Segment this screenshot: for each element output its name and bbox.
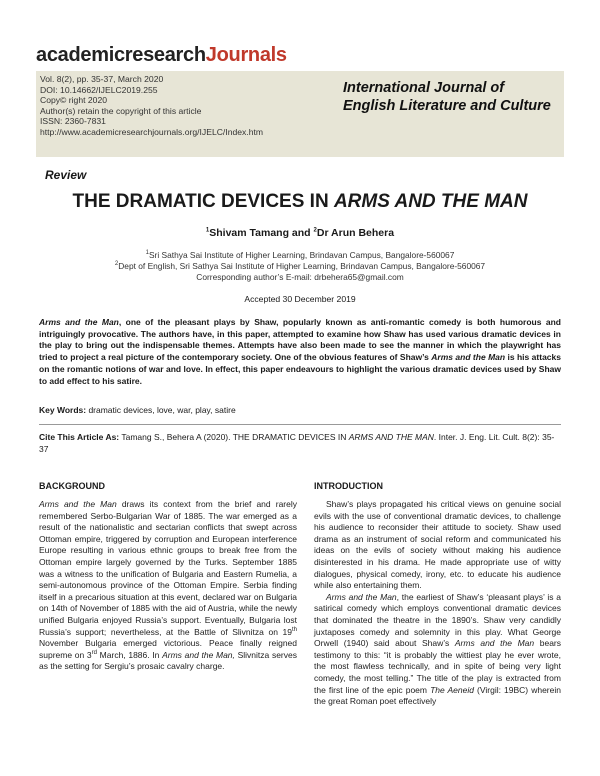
logo-accent-text: Journals xyxy=(205,44,287,66)
cite-text-1: Tamang S., Behera A (2020). THE DRAMATIC DEVICES IN xyxy=(119,432,349,442)
bg-italic: Arms and the Man, xyxy=(162,649,235,660)
bg-sup-a: th xyxy=(291,626,297,633)
intro-p2-italic: Arms and the Man xyxy=(326,591,397,602)
author-2-sup: 2 xyxy=(313,227,317,234)
intro-paragraph-2 xyxy=(314,592,561,708)
bg-text-c: March, 1886. In xyxy=(96,649,163,660)
journal-name: International Journal of English Literature and Culture xyxy=(343,80,551,114)
article-title xyxy=(0,191,600,213)
divider xyxy=(39,424,561,425)
introduction-heading: INTRODUCTION xyxy=(314,481,383,491)
affiliation-1-text: Sri Sathya Sai Institute of Higher Learning, Brindavan Campus, Bangalore-560067 xyxy=(148,250,455,260)
bg-text-a: draws its context from the brief and rarely remembered Serbo-Bulgarian War of 1885. The war emerged as a result of the nationalistic and sectarian conflicts that swept across Ottoman empire, triggered by corruption and European interference Europe resulting in various ethnic groups to break free from the Ottoman empire largely governed by the Turks. September 1885 was a witness to the unification of Bulgaria and Eastern Rumelia, a semi-autonomous province of the Ottoman Empire. Serbia finding itself in a precarious situation at this event, declared war on Bulgaria on 14th of November of 1885 with the aid of Austria, while the newly unified Bulgaria enjoyed Russia’s support. Eventually, Bulgaria lost Russia’s support; nevertheless, at the Battle of Slivnitza on 19 xyxy=(39,499,298,637)
article-meta xyxy=(40,74,263,138)
bg-text-b: November Bulgaria emerged victorious. Peace finally reigned supreme on 3 xyxy=(39,638,297,660)
abstract-italic-2: Arms and the Man xyxy=(431,352,506,363)
keywords-label: Key Words: xyxy=(39,405,87,415)
affiliation-1-sup: 1 xyxy=(145,250,149,257)
corresponding-author: Corresponding author’s E-mail: drbehera65@gmail.com xyxy=(196,272,404,282)
bg-lead: Arms and the Man xyxy=(39,499,117,509)
accepted-date: Accepted 30 December 2019 xyxy=(244,294,356,304)
background-column xyxy=(39,499,297,673)
publisher-logo xyxy=(36,44,287,67)
bg-sup-b: rd xyxy=(91,649,97,656)
bg-text-d: Slivnitza serves as the setting for Sergiu’s prosaic cavalry charge. xyxy=(39,649,297,672)
intro-p2-text-a: , the earliest of Shaw’s ‘pleasant plays’ is a satirical comedy which employs conventional dramatic devices that dominated the theatre in the 1890’s. Shaw very candidly juxtaposes comedy and solemnity in this play. What George Orwell (1940) said about Shaw’s xyxy=(314,591,561,649)
background-paragraph xyxy=(39,499,297,673)
citation xyxy=(39,432,561,455)
author-joiner: and xyxy=(289,227,314,239)
meta-copyright: Copy© right 2020 xyxy=(40,95,108,106)
abstract xyxy=(39,317,561,387)
intro-p2-text-c: (Virgil: 19BC) wherein the great Roman poet effectively xyxy=(314,684,561,707)
abstract-lead: Arms and the Man xyxy=(39,317,119,327)
introduction-column xyxy=(314,499,561,708)
affiliation-2-text: Dept of English, Sri Sathya Sai Institute of Higher Learning, Brindavan Campus, Bangalore-560067 xyxy=(118,261,486,271)
meta-issn: ISSN: 2360-7831 xyxy=(40,116,106,127)
cite-text-2: . Inter. J. Eng. Lit. Cult. 8(2): 35-37 xyxy=(39,432,555,454)
abstract-text-2: is his attacks on the romantic notions of war and love. In effect, this paper endeavours to highlight the various dramatic devices used by Shaw to add effect to his satire. xyxy=(39,352,561,386)
title-plain: THE DRAMATIC DEVICES IN xyxy=(72,191,334,212)
title-italic: ARMS AND THE MAN xyxy=(333,191,528,212)
meta-url-link[interactable]: http://www.academicresearchjournals.org/IJELC/Index.htm xyxy=(40,126,264,137)
keywords xyxy=(39,405,561,415)
author-2-name: Dr Arun Behera xyxy=(316,227,395,239)
background-heading: BACKGROUND xyxy=(39,481,105,491)
affiliations xyxy=(0,250,600,283)
intro-p2-italic-3: The Aeneid xyxy=(430,684,474,695)
meta-rights: Author(s) retain the copyright of this article xyxy=(40,105,202,116)
affiliation-2 xyxy=(0,261,600,272)
intro-p2-text-b: bears testimony to this: “it is probably the wittiest play he ever wrote, the most flawless technically, and in spite of being very light comedy, the most telling.” The title of the play is extracted from the first line of the epic poem xyxy=(314,638,562,695)
author-1-sup: 1 xyxy=(205,227,210,234)
cite-label: Cite This Article As: xyxy=(39,432,120,442)
intro-p2-italic-2: Arms and the Man xyxy=(454,638,535,649)
keywords-list: dramatic devices, love, war, play, satire xyxy=(86,405,236,415)
abstract-text-1: , one of the pleasant plays by Shaw, popularly known as anti-romantic comedy is both humorous and intriguingly provocative. The authors have, in this paper, attempted to examine how Shaw has used various dramatic devices in the play to bring out the indispensable themes. Attempts have also been made to see the manner in which the playwright has tried to project a real picture of the contemporary society. One of the obvious features of Shaw’s xyxy=(39,317,561,363)
author-line xyxy=(0,227,600,239)
article-type: Review xyxy=(45,168,87,182)
affiliation-2-sup: 2 xyxy=(114,261,119,268)
logo-main-text: academicresearch xyxy=(36,44,206,66)
affiliation-1 xyxy=(0,250,600,261)
meta-doi[interactable]: DOI: 10.14662/IJELC2019.255 xyxy=(40,84,158,95)
cite-italic: ARMS AND THE MAN xyxy=(348,432,434,442)
author-1-name: Shivam Tamang xyxy=(209,227,289,239)
intro-paragraph-1: Shaw’s plays propagated his critical views on genuine social evils with the use of conventional dramatic devices, to challenge his audience to reconsider their attitude to society. Shaw used drama as an instrument of social reform and communicated his ideas on the evils of society without making his audience disinterested in his drama. He made appropriate use of witty dialogues, physical comedy, irony, etc. to educate his audience while also entertaining them. xyxy=(314,499,561,591)
meta-volume: Vol. 8(2), pp. 35-37, March 2020 xyxy=(40,74,164,84)
